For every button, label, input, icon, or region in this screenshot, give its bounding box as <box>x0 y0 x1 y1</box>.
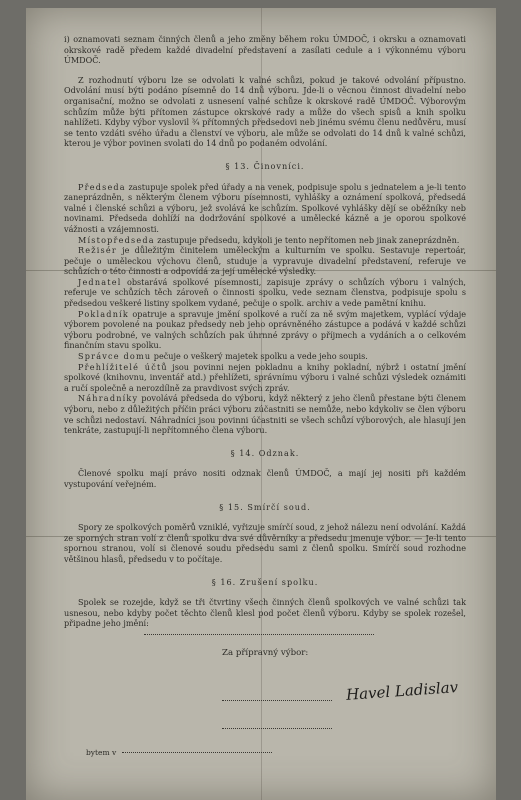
officer-duties: jsou povinni nejen pokladnu a knihy pokladní, nýbrž i ostatní jmění spolkové (knihovnu, inventář atd.) přehlížeti, správnímu výboru i valné schůzi výsledek oznámiti a ručí společně a nerozdílně za pravdivost svých zpráv. <box>64 361 467 393</box>
paragraph-dissolution: Spolek se rozejde, když se tři čtvrtiny všech činných členů spolkových ve valné schůzi tak usnesou, nebo kdyby počet těchto členů klesl pod počet členů výboru. Kdyby se spolek rozešel, připadne jeho jmění: <box>64 597 466 629</box>
officer-paragraph <box>64 277 466 309</box>
officer-paragraph <box>64 362 466 394</box>
officer-role: Místopředseda <box>78 234 155 245</box>
officer-duties: pečuje o veškerý majetek spolku a vede jeho soupis. <box>151 351 368 362</box>
document-page <box>26 8 496 800</box>
paragraph-badge: Členové spolku mají právo nositi odznak členů ÚMDOČ, a mají jej nositi při každém vystupování veřejném. <box>64 468 466 489</box>
officer-duties: opatruje a spravuje jmění spolkové a ručí za ně svým majetkem, vyplácí výdaje výborem povolené na poukaz předsedy neb jeho oprávněného zástupce a podává v každé schůzi výboru podrobné, ve valných schůzích pak úhrnné zprávy o příjmech a vydáních a o celkovém finančním stavu spolku. <box>64 308 466 351</box>
officer-paragraph <box>64 182 466 235</box>
officer-paragraph <box>64 393 466 435</box>
section-heading-13: § 13. Činovníci. <box>225 160 305 171</box>
officer-paragraph <box>64 351 466 362</box>
section-heading-15: § 15. Smírčí soud. <box>219 501 311 512</box>
document-body <box>64 34 466 629</box>
officer-role: Režisér <box>78 245 117 256</box>
handwritten-signature: Havel Ladislav <box>345 678 459 704</box>
paragraph-arbitration: Spory ze spolkových poměrů vzniklé, vyřizuje smírčí soud, z jehož nálezu není odvolání. Každá ze sporných stran volí z členů spolku dva své důvěrníky a předsedu jmenuje výbor. — Je-li tento spornou stranou, volí si členové soudu předsedu sami z členů spolku. Smírčí soud rozhodne většinou hlasů, předsedu v to počítaje. <box>64 522 466 564</box>
officer-role: Předseda <box>78 181 126 192</box>
officer-role: Přehlížitelé účtů <box>78 361 168 372</box>
section-13-body <box>64 182 466 436</box>
officer-duties: je důležitým činitelem uměleckým a kulturním ve spolku. Sestavuje repertoár, pečuje o uměleckou výchovu členů, studuje a vypravuje divadelní představení, referuje ve schůzích o této činnosti a odpovídá za její umělecké výsledky. <box>64 245 466 277</box>
dotted-line <box>222 700 332 701</box>
officer-role: Správce domu <box>78 351 152 362</box>
officer-duties: obstarává spolkové písemnosti, zapisuje zprávy o schůzích výboru i valných, referuje ve schůzích těch zároveň o činnosti spolku, vede seznam členstva, podpisuje spolu s předsedou veškeré listiny spolkem vydané, pečuje o spolk. archiv a vede pamětní knihu. <box>64 276 466 309</box>
officer-duties: zastupuje spolek před úřady a na venek, podpisuje spolu s jednatelem a je-li tento zaneprázdněn, s některým členem výboru písemnosti, vyhlášky a oznámení spolková, předsedá valné i členské schůzi a výboru, jež svolává ke schůzím. Spolkové vyhlášky dějí se oběžníky neb novinami. Předseda dohlíží na dodržování spolkové a umělecké kázně a je oporou spolkové vážnosti a vzájemnosti. <box>64 181 466 234</box>
officer-role: Náhradníky <box>78 393 139 404</box>
dotted-line <box>144 634 374 635</box>
paragraph-item-i: i) oznamovati seznam činných členů a jeho změny během roku ÚMDOČ, i okrsku a oznamovati okrskové radě předem každé divadelní představení a zasílati cedule a i výkonnému výboru ÚMDOČ. <box>64 34 466 66</box>
officer-duties: zastupuje předsedu, kdykoli je tento nepřítomen neb jinak zaneprázdněn. <box>154 234 460 245</box>
officer-paragraph <box>64 245 466 277</box>
officer-role: Jednatel <box>78 276 122 287</box>
dotted-line <box>222 728 332 729</box>
officer-paragraph <box>64 309 466 351</box>
section-heading-16: § 16. Zrušení spolku. <box>211 576 319 587</box>
officer-duties: povolává předseda do výboru, když některý z jeho členů přestane býti členem výboru, nebo z důležitých příčin práci výboru zúčastniti se nemůže, nebo kdykoliv se člen výboru ve schůzi nedostaví. Náhradníci jsou povinni účastniti se všech schůzí výborových, ale hlasují jen tenkráte, zastupují-li nepřítomného člena výboru. <box>64 393 466 436</box>
place-label: bytem v <box>86 748 117 757</box>
officer-paragraph <box>64 235 466 246</box>
section-heading-14: § 14. Odznak. <box>230 447 300 458</box>
dotted-line <box>122 752 272 753</box>
paragraph-appeal: Z rozhodnutí výboru lze se odvolati k valné schůzi, pokud je takové odvolání přípustno. Odvolání musí býti podáno písemně do 14 dnů výboru. Jde-li o věcnou činnost divadelní nebo organisační, možno se odvolati z usnesení valné schůze k okrskové radě ÚMDOČ. Výborovým schůzím může býti přítomen zástupce okrskové rady a může do všech spisů a knih spolku nahlížeti. Kdyby výbor vyslovil ¾ přítomných předsedovi neb jinému svému členu nedůvěru, musí se tento vzdáti svého úřadu a členství ve výboru, ale může se odvolati do 14 dnů k valné schůzi, kterou je výbor povinen svolati do 14 dnů po podaném odvolání. <box>64 74 466 149</box>
officer-role: Pokladník <box>78 308 129 319</box>
committee-label: Za přípravný výbor: <box>222 648 309 658</box>
